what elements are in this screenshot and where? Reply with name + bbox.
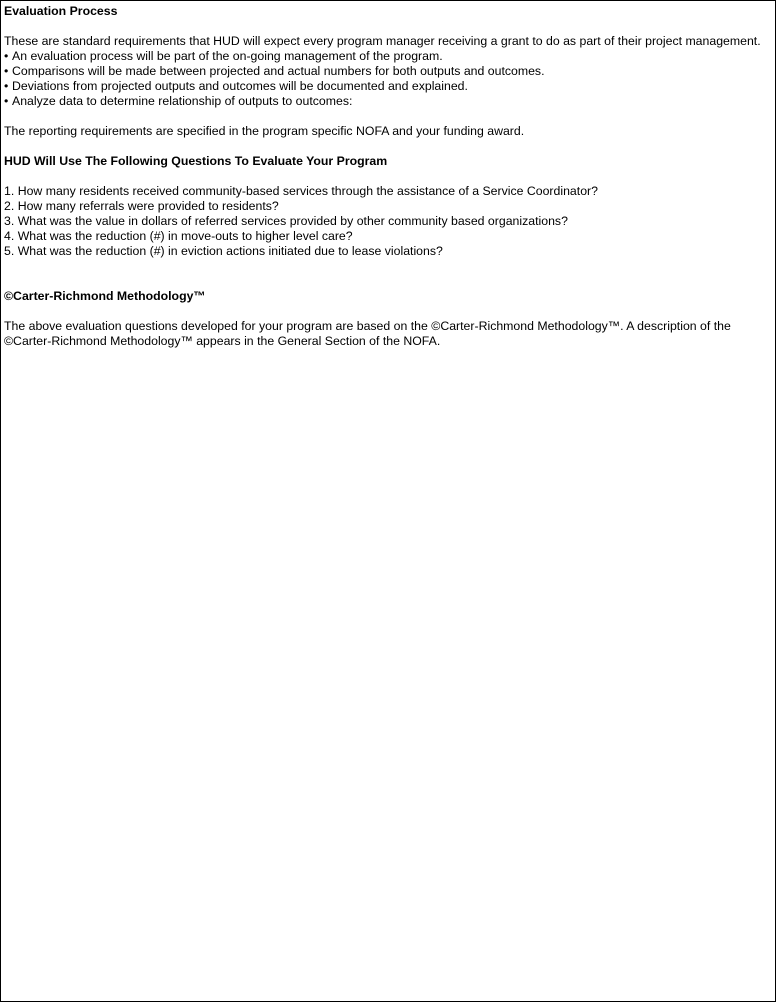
methodology-paragraph: The above evaluation questions developed for your program are based on the ©Carter-Richmond Methodology™. A description of the ©Carter-Richmond Methodology™ appears in the General Section of the NOFA. [4,319,731,348]
list-item-text: Analyze data to determine relationship of outputs to outcomes: [12,94,353,108]
methodology-heading: ©Carter-Richmond Methodology™ [4,289,206,303]
spacer [4,139,776,154]
question-text: What was the reduction (#) in move-outs to higher level care? [17,229,353,243]
question-item [4,214,776,229]
question-number: 3. [4,214,15,228]
evaluation-process-heading: Evaluation Process [4,4,118,18]
question-item [4,184,776,199]
bullet-icon: • [4,64,9,78]
question-text: What was the value in dollars of referred services provided by other community based organizations? [17,214,568,228]
spacer [4,109,776,124]
intro-paragraph: These are standard requirements that HUD will expect every program manager receiving a grant to do as part of their project management. [4,34,761,48]
question-text: What was the reduction (#) in eviction actions initiated due to lease violations? [17,244,443,258]
question-item [4,244,776,259]
list-item [4,94,776,109]
question-number: 1. [4,184,15,198]
questions-heading: HUD Will Use The Following Questions To Evaluate Your Program [4,154,388,168]
question-number: 4. [4,229,15,243]
list-item [4,64,776,79]
spacer [4,169,776,184]
list-item [4,79,776,94]
question-number: 2. [4,199,15,213]
question-text: How many residents received community-based services through the assistance of a Service Coordinator? [17,184,598,198]
requirements-list [4,49,776,109]
question-item [4,229,776,244]
bullet-icon: • [4,94,9,108]
evaluation-questions-list [4,184,776,259]
spacer [4,19,776,34]
list-item-text: Deviations from projected outputs and outcomes will be documented and explained. [12,79,468,93]
document-content [4,4,776,349]
question-text: How many referrals were provided to residents? [17,199,279,213]
spacer [4,304,776,319]
question-number: 5. [4,244,15,258]
spacer [4,259,776,289]
list-item-text: An evaluation process will be part of the on-going management of the program. [12,49,443,63]
list-item [4,49,776,64]
question-item [4,199,776,214]
list-item-text: Comparisons will be made between projected and actual numbers for both outputs and outcomes. [12,64,545,78]
bullet-icon: • [4,79,9,93]
bullet-icon: • [4,49,9,63]
reporting-requirements-text: The reporting requirements are specified in the program specific NOFA and your funding award. [4,124,525,138]
